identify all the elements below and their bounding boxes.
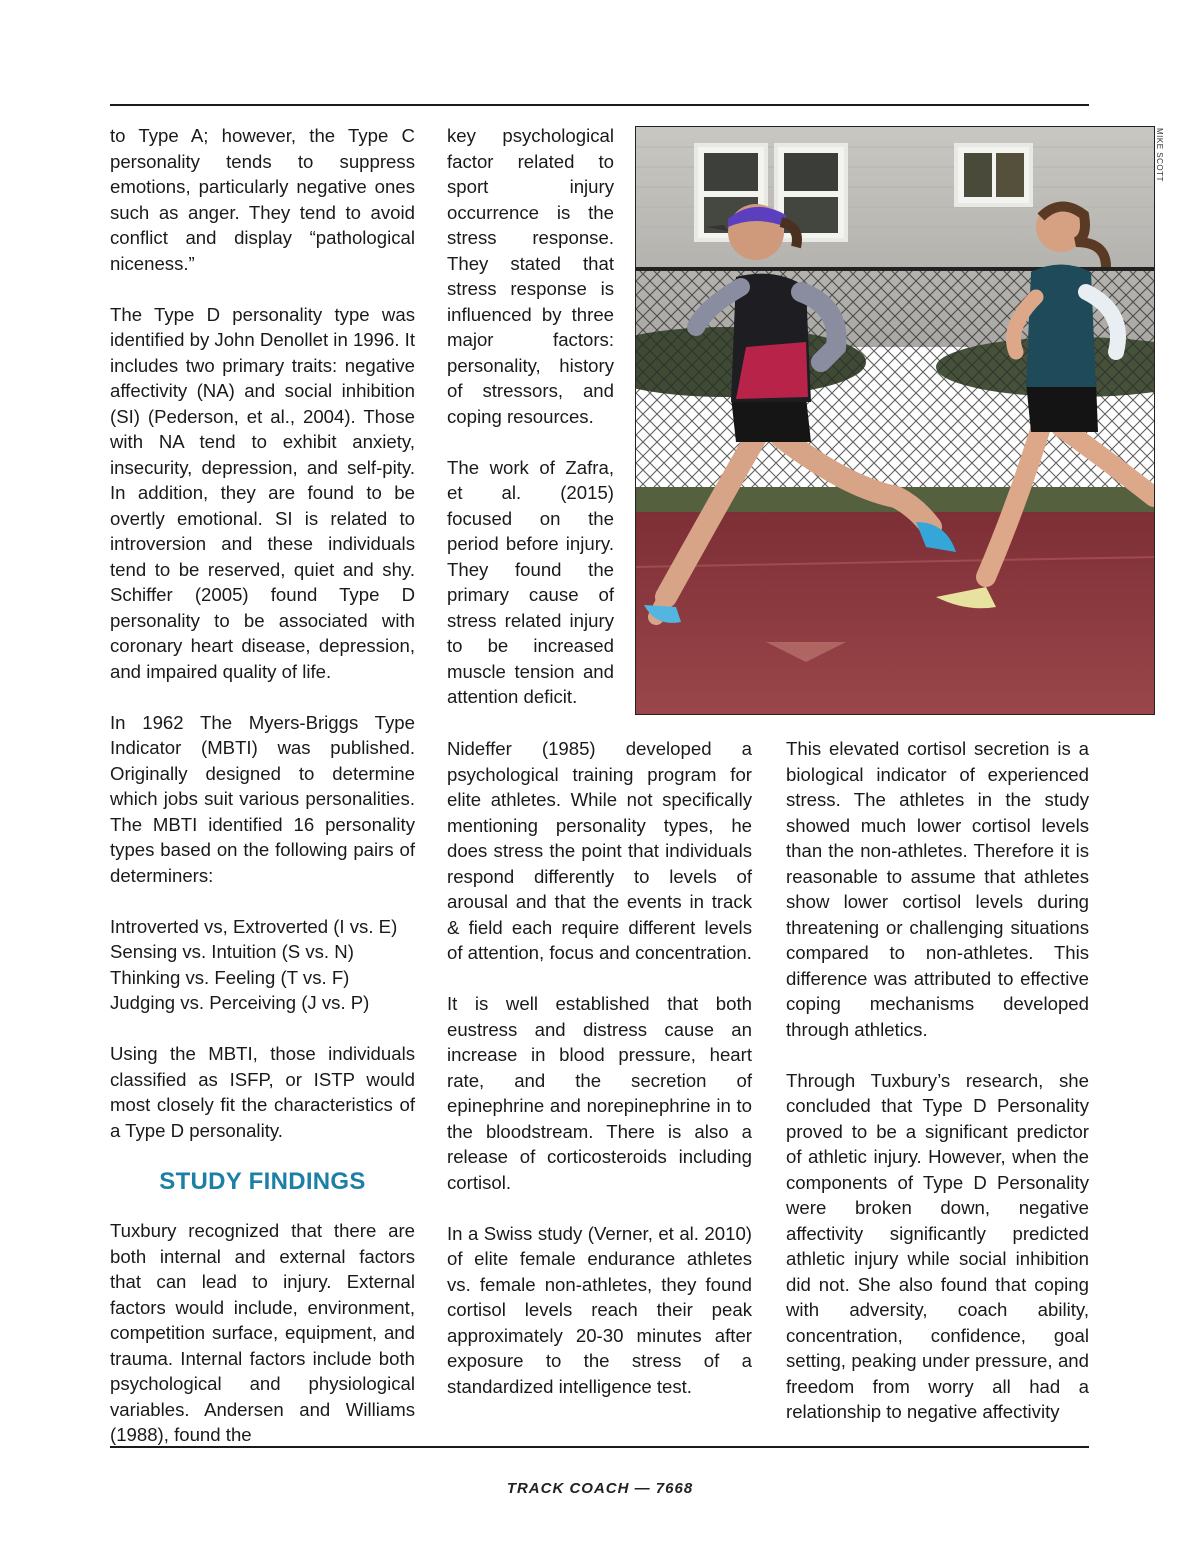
list-item: Introverted vs, Extroverted (I vs. E) xyxy=(110,915,398,937)
section-heading-study-findings: STUDY FINDINGS xyxy=(159,1167,366,1195)
bottom-rule xyxy=(110,1446,1089,1448)
paragraph-mbti: In 1962 The Myers-Briggs Type Indicator (MBTI) was published. Originally designed to determine which jobs suit various personalities. The MBTI identified 16 personality types based on the following pairs of determiners: xyxy=(110,711,415,886)
paragraph-type-d: The Type D personality type was identified by John Denollet in 1996. It includes two primary traits: negative affectivity (NA) and social inhibition (SI) (Pederson, et al., 2004). Those with NA tend to exhibit anxiety, insecurity, depression, and self-pity. In addition, they are found to be overtly emotional. SI is related to introversion and these individuals tend to be reserved, quiet and shy. Schiffer (2005) found Type D personality to be associated with coronary heart disease, depression, and impaired quality of life. xyxy=(110,303,415,682)
paragraph-type-c: to Type A; however, the Type C personality tends to suppress emotions, particularly negative ones such as anger. They tend to avoid conflict and display “pathological niceness.” xyxy=(110,125,415,274)
list-item: Sensing vs. Intuition (S vs. N) xyxy=(110,941,354,962)
list-item: Thinking vs. Feeling (T vs. F) xyxy=(110,966,350,988)
paragraph-nideffer: Nideffer (1985) developed a psychological training program for elite athletes. While not specifically mentioning personality types, he does stress the point that individuals respond differently to levels of arousal and that the events in track & field each require different levels of attention, focus and concentration. xyxy=(447,738,752,963)
paragraph-cortisol: This elevated cortisol secretion is a biological indicator of experienced stress. The athletes in the study showed much lower cortisol levels than the non-athletes. Therefore it is reasonable to assume that athletes show lower cortisol levels during threatening or challenging situations compared to non-athletes. This difference was attributed to effective coping mechanisms developed through athletics. xyxy=(786,738,1089,1040)
runners-illustration xyxy=(636,127,1154,714)
runners-photo xyxy=(635,126,1155,715)
paragraph-isfp: Using the MBTI, those individuals classified as ISFP, or ISTP would most closely fit the characteristics of a Type D personality. xyxy=(110,1043,415,1141)
paragraph-eustress: It is well established that both eustress and distress cause an increase in blood pressure, heart rate, and the secretion of epinephrine and norepinephrine in to the bloodstream. There is also a release of corticosteroids including cortisol. xyxy=(447,993,752,1193)
paragraph-stress-response: key psychological factor related to sport injury occurrence is the stress response. They stated that stress response is influenced by three major factors: personality, history of stressors, and coping resources. xyxy=(447,125,614,427)
list-item: Judging vs. Perceiving (J vs. P) xyxy=(110,992,370,1013)
top-rule xyxy=(110,104,1089,106)
paragraph-swiss-study: In a Swiss study (Verner, et al. 2010) of elite female endurance athletes vs. female non-athletes, they found cortisol levels reach their peak approximately 20-30 minutes after exposure to the stress of a standardized intelligence test. xyxy=(447,1222,752,1397)
paragraph-zafra: The work of Zafra, et al. (2015) focused on the period before injury. They found the primary cause of stress related injury to be increased muscle tension and attention deficit. xyxy=(447,456,614,707)
column-3 xyxy=(786,736,1089,1450)
determiner-pairs-list xyxy=(110,914,415,1016)
photo-credit xyxy=(1150,128,1170,188)
column-1 xyxy=(110,123,415,1473)
column-2 xyxy=(447,736,752,1425)
paragraph-conclusion: Through Tuxbury’s research, she concluded that Type D Personality proved to be a significant predictor of athletic injury. However, when the components of Type D Personality were broken down, negative affectivity significantly predicted athletic injury while social inhibition did not. She also found that coping with adversity, coach ability, concentration, confidence, goal setting, peaking under pressure, and freedom from worry all had a relationship to negative affectivity xyxy=(786,1069,1089,1422)
paragraph-tuxbury: Tuxbury recognized that there are both internal and external factors that can lead to injury. External factors would include, environment, competition surface, equipment, and trauma. Internal factors include both psychological and physiological variables. Andersen and Williams (1988), found the xyxy=(110,1220,415,1445)
column-2-top xyxy=(447,123,614,735)
page-footer: TRACK COACH — 7668 xyxy=(506,1480,694,1497)
photo-credit-text: MIKE SCOTT xyxy=(1155,128,1164,182)
